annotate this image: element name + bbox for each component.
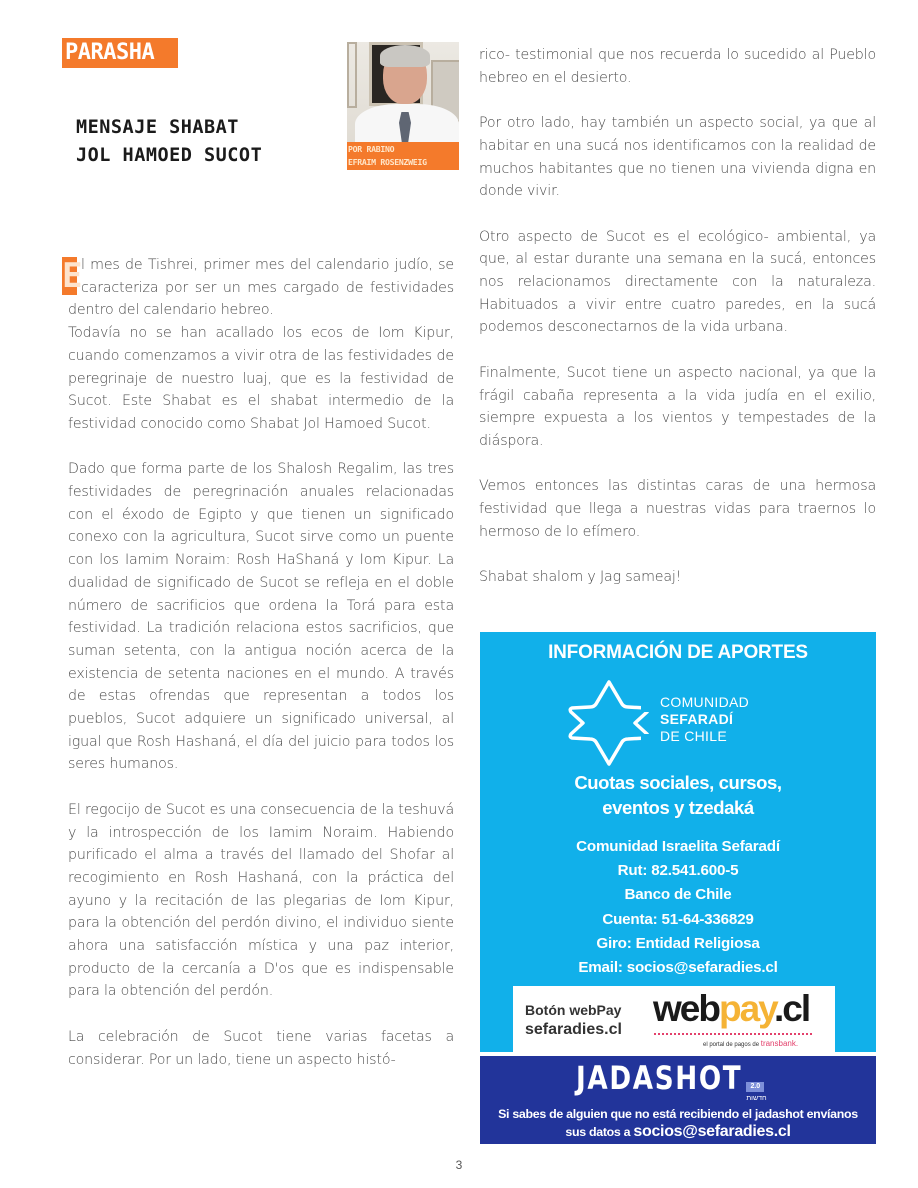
logo-line-1: COMUNIDAD bbox=[660, 694, 750, 710]
article-paragraph: El regocijo de Sucot es una consecuencia de la teshuvá y la introspección de los Iamim Noraim. Habiendo purificado el alma a través del llamado del Shofar al recogimiento en Rosh Hashaná, con la práctica del ayuno y la recitación de las plegarias de Iom Kipur, para la obtención del perdón divino, el individuo siente ahora una satisfacción mística y una paz interior, producto de la cercanía a D'os que es indispensable para la obtención del perdón. bbox=[68, 801, 454, 1000]
jadashot-logo: JADASHOT bbox=[576, 1059, 743, 1097]
detail-line: Giro: Entidad Religiosa bbox=[596, 934, 760, 952]
webpay-label-line-2: sefaradies.cl bbox=[525, 1021, 622, 1038]
logo-line-3: DE CHILE bbox=[660, 728, 727, 744]
article-paragraph: Finalmente, Sucot tiene un aspecto nacional, ya que la frágil cabaña representa a la vida judía en el exilio, siempre expuesta a los vientos y tempestades de la diáspora. bbox=[479, 364, 876, 449]
drop-cap: E bbox=[62, 256, 83, 296]
wall-frame bbox=[347, 42, 357, 108]
detail-line: Rut: 82.541.600-5 bbox=[617, 862, 739, 880]
jadashot-hebrew: חדשות bbox=[746, 1095, 767, 1102]
paragraph-text: l mes de Tishrei, primer mes del calendario judío, se caracteriza por ser un mes cargado de festividades dentro del calendario hebreo. bbox=[68, 257, 454, 319]
title-line-2: JOL HAMOED SUCOT bbox=[76, 145, 263, 166]
detail-line: Comunidad Israelita Sefaradí bbox=[576, 838, 780, 855]
page-number: 3 bbox=[455, 1158, 463, 1172]
webpay-label-line-1: Botón webPay bbox=[525, 1002, 622, 1018]
webpay-logo: webpay.cl bbox=[653, 988, 810, 1029]
detail-line: Banco de Chile bbox=[624, 886, 732, 904]
webpay-button[interactable] bbox=[513, 986, 835, 1054]
webpay-label bbox=[525, 1000, 622, 1040]
article-paragraph: Dado que forma parte de los Shalosh Regalim, las tres festividades de peregrinación anuales relacionadas con el éxodo de Egipto y que tienen un significado conexo con la agricultura, Sucot sirve como un puente con los Iamim Noraim: Rosh HaShaná y Iom Kipur. La dualidad de significado de Sucot se refleja en el doble número de sacrificios que ordena la Torá para esta festividad. La tradición relaciona estos sacrificios, que suman setenta, con la antigua noción acerca de la existencia de setenta naciones en el mundo. A través de estas ofrendas que representan a todos los pueblos, Sucot adquiere un significado universal, al igual que Rosh Hashaná, el día del juicio para todos los seres humanos. bbox=[68, 461, 454, 773]
jadashot-email-link[interactable]: socios@sefaradies.cl bbox=[633, 1123, 791, 1140]
jadashot-version-tag: 2.0 bbox=[746, 1082, 764, 1092]
transbank-tagline: el portal de pagos de transbank. bbox=[703, 1039, 799, 1048]
caption-line-1: POR RABINO bbox=[348, 144, 395, 154]
detail-line: Cuenta: 51-64-336829 bbox=[602, 910, 754, 928]
info-heading: INFORMACIÓN DE APORTES bbox=[548, 642, 808, 663]
article-paragraph: rico- testimonial que nos recuerda lo sucedido al Pueblo hebreo en el desierto. bbox=[479, 47, 876, 86]
detail-email[interactable]: Email: socios@sefaradies.cl bbox=[578, 959, 778, 977]
bank-details bbox=[480, 835, 876, 980]
author-hair bbox=[380, 45, 430, 67]
article-title bbox=[76, 114, 262, 170]
caption-line-2: EFRAIM ROSENZWEIG bbox=[348, 157, 427, 167]
message-line-2: sus datos a socios@sefaradies.cl bbox=[565, 1123, 791, 1140]
author-photo bbox=[347, 42, 459, 170]
article-paragraph: Vemos entonces las distintas caras de una hermosa festividad que llega a nuestras vidas para traernos lo hermoso de lo efímero. bbox=[479, 478, 876, 540]
community-logo-text bbox=[660, 694, 749, 745]
article-column-right bbox=[479, 44, 876, 611]
closing-line: Shabat shalom y Jag sameaj! bbox=[479, 569, 682, 586]
webpay-dotted-rule bbox=[654, 1033, 812, 1035]
title-line-1: MENSAJE SHABAT bbox=[76, 117, 239, 138]
section-badge: PARASHA bbox=[62, 38, 178, 68]
info-subheading bbox=[480, 770, 876, 820]
logo-line-2: SEFARADÍ bbox=[660, 711, 734, 727]
message-line-1: Si sabes de alguien que no está recibiendo el jadashot envíanos bbox=[498, 1107, 858, 1121]
article-paragraph: Todavía no se han acallado los ecos de Iom Kipur, cuando comenzamos a vivir otra de las festividades de peregrinaje de nuestro luaj, que es la festividad de Sucot. Este Shabat es el shabat intermedio de la festividad conocido como Shabat Jol Hamoed Sucot. bbox=[68, 325, 454, 432]
article-paragraph bbox=[62, 254, 454, 322]
subheading-line-1: Cuotas sociales, cursos, bbox=[574, 772, 782, 793]
article-paragraph: La celebración de Sucot tiene varias facetas a considerar. Por un lado, tiene un aspecto histó- bbox=[68, 1028, 454, 1068]
subheading-line-2: eventos y tzedaká bbox=[602, 797, 754, 818]
article-paragraph: Otro aspecto de Sucot es el ecológico- ambiental, ya que, al estar durante una semana en la sucá, entonces nos relacionamos directamente con la naturaleza. Habituados a vivir entre cuatro paredes, en la sucá podemos desconectarnos de la vida urbana. bbox=[479, 228, 876, 336]
article-column-left bbox=[62, 254, 454, 1071]
article-paragraph: Por otro lado, hay también un aspecto social, ya que al habitar en una sucá nos identificamos con la realidad de muchos habitantes que no tienen una vivienda digna en donde vivir. bbox=[479, 115, 876, 200]
jadashot-message bbox=[480, 1106, 876, 1141]
star-of-david-icon bbox=[568, 678, 650, 768]
jadashot-banner bbox=[480, 1056, 876, 1144]
author-caption bbox=[347, 142, 459, 170]
